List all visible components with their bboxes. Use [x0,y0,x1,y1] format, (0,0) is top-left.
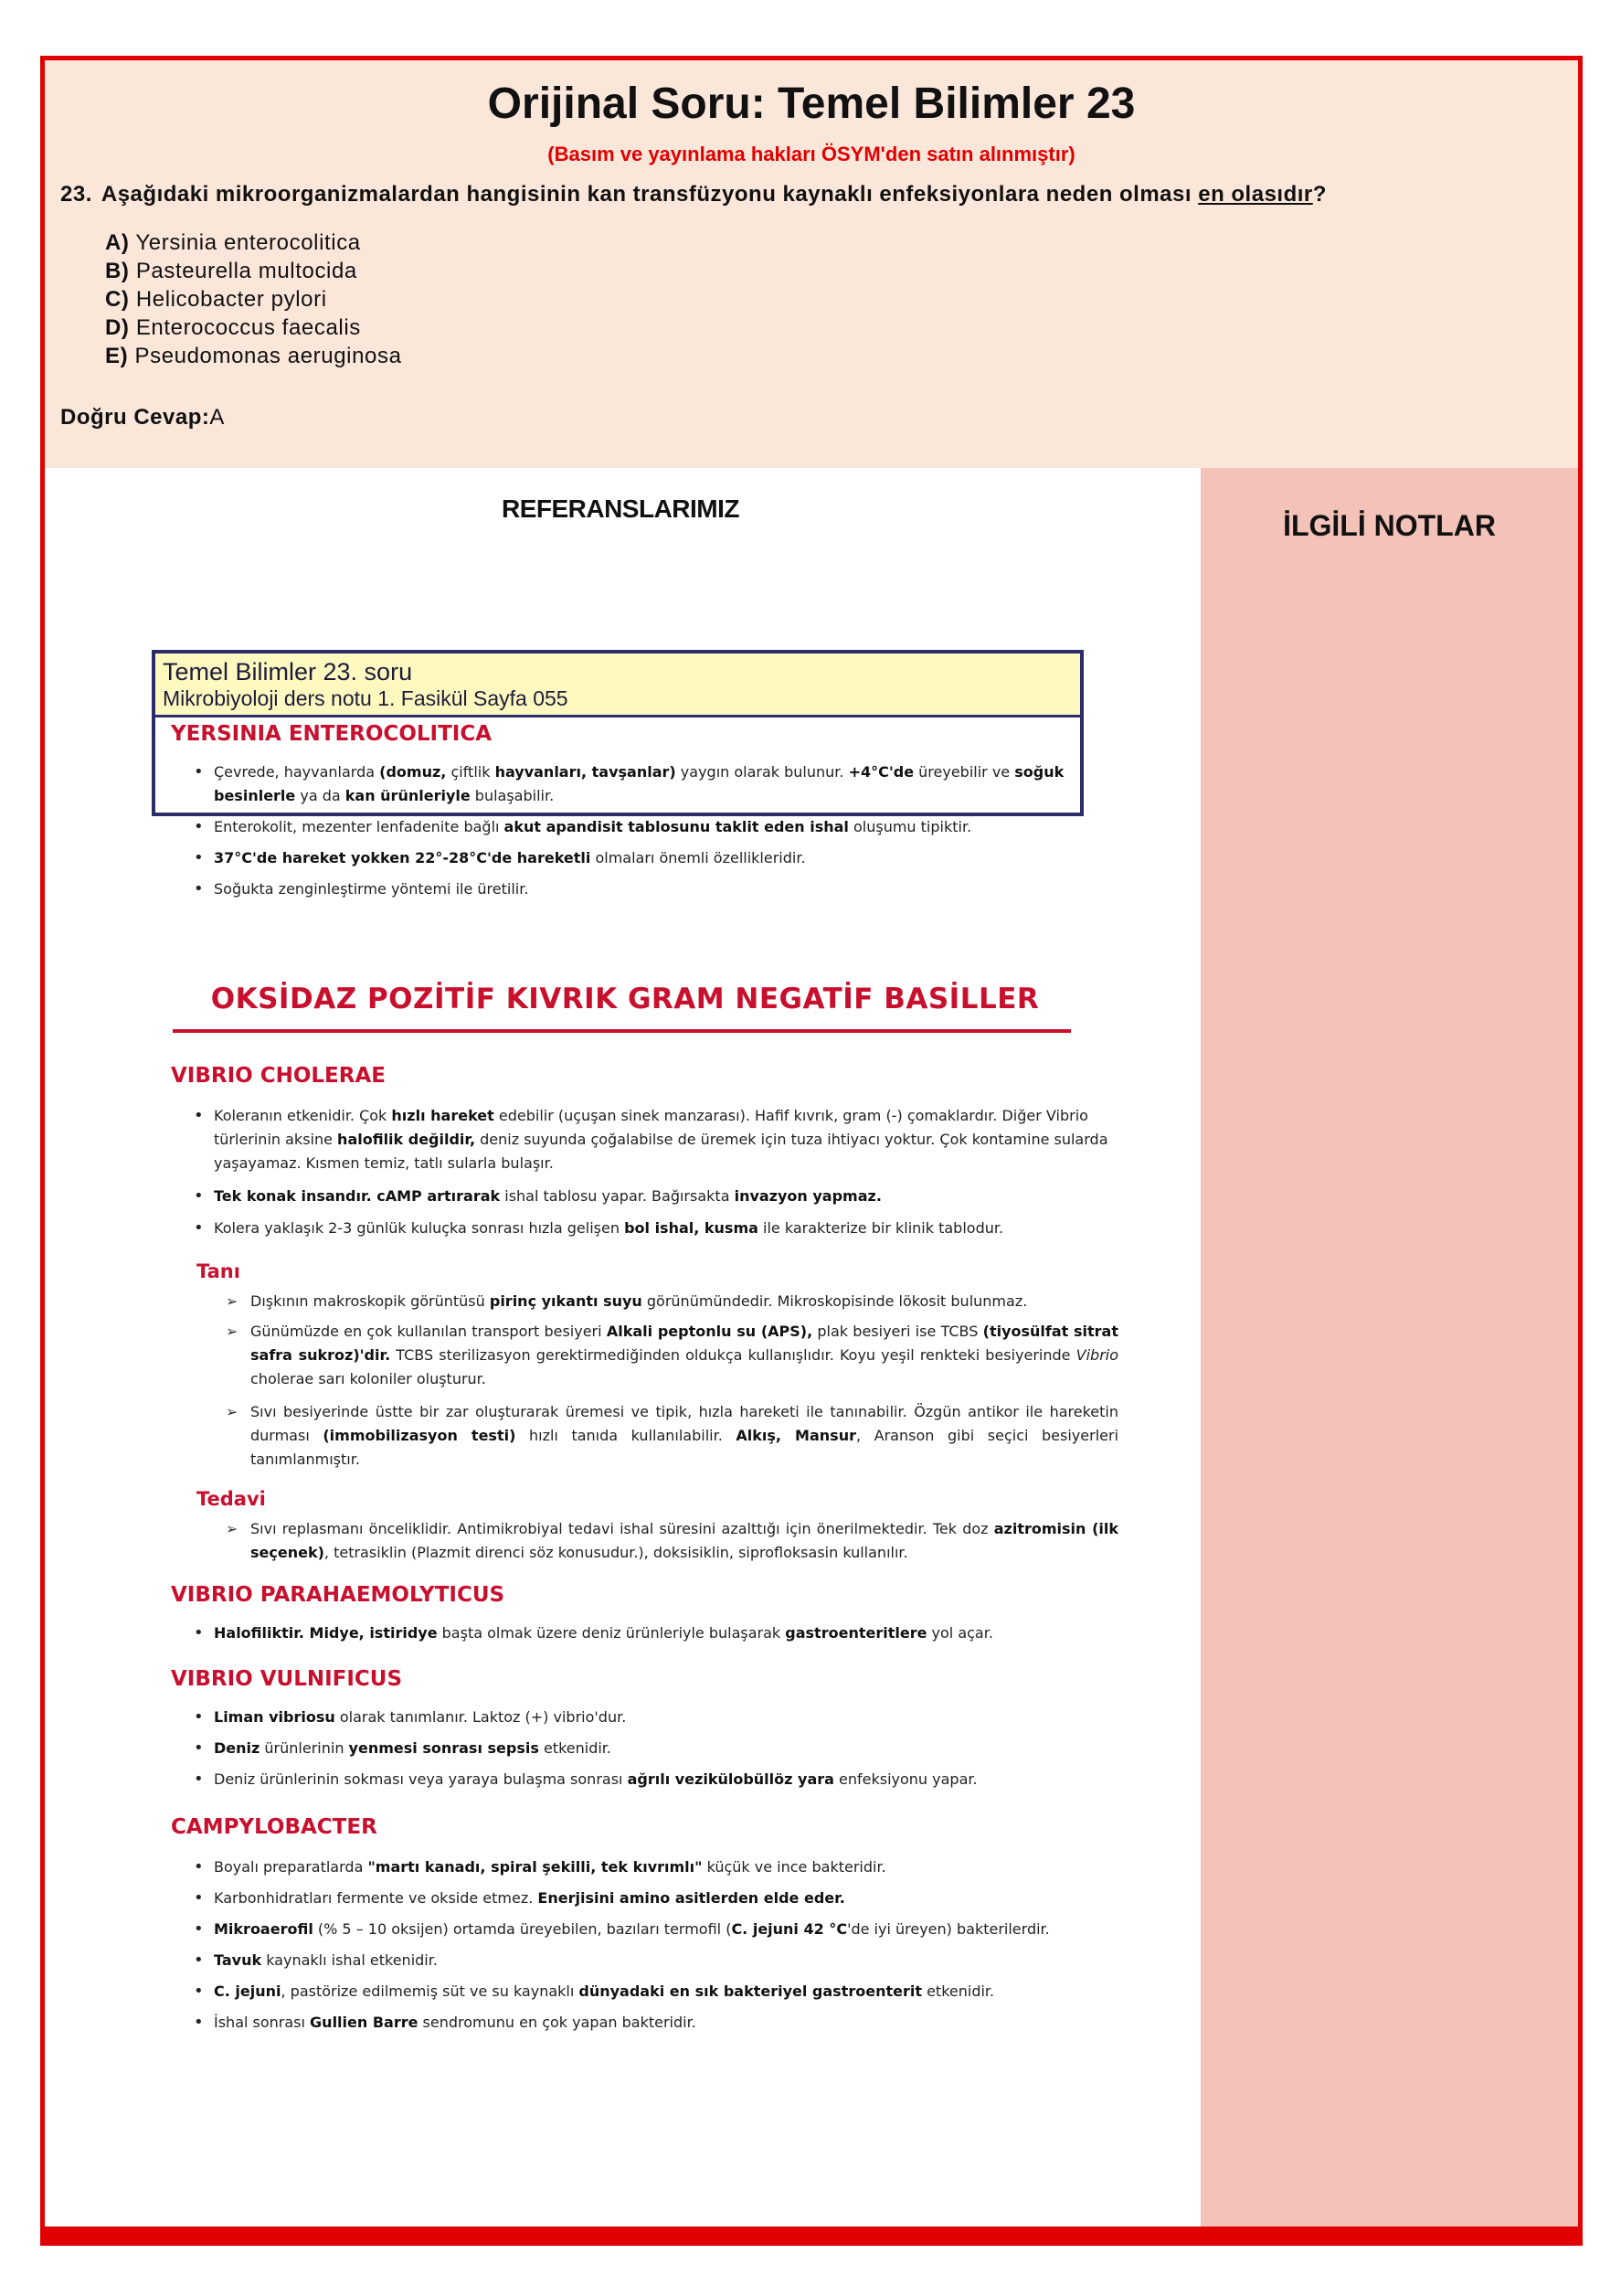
question-stem-text: Aşağıdaki mikroorganizmalardan hangisinin kan transfüzyonu kaynaklı enfeksiyonlara neden olması [101,182,1192,207]
correct-answer [60,405,224,430]
option-text: Pseudomonas aeruginosa [134,344,402,368]
list-item: • Soğukta zenginleştirme yöntemi ile üretilir. [214,877,1118,901]
question-number: 23. [60,182,92,207]
option-b [105,257,402,285]
question-emphasis: en olasıdır [1198,182,1313,207]
reference-source: Mikrobiyoloji ders notu 1. Fasikül Sayfa 055 [163,686,568,710]
list-item: • 37°C'de hareket yokken 22°-28°C'de hareketli olmaları önemli özellikleridir. [214,846,1118,870]
reference-title: Temel Bilimler 23. soru [163,658,413,686]
list-item: • Tavuk kaynaklı ishal etkenidir. [214,1949,1118,1972]
section-heading-campylobacter: CAMPYLOBACTER [171,1815,377,1839]
list-item: ➢ Sıvı besiyerinde üstte bir zar oluşturarak üremesi ve tipik, hızla hareketi ile tanınabilir. Özgün antikor ile hareketin durması (immobilizasyon testi) hızlı tanıda kullanılabilir. Alkış, Mansur, Aranson gibi seçici besiyerleri tanımlanmıştır. [250,1400,1118,1472]
question-panel [45,60,1578,468]
references-header: REFERANSLARIMIZ [501,494,740,523]
copyright-note: (Basım ve yayınlama hakları ÖSYM'den satın alınmıştır) [547,143,1075,165]
list-item: • Liman vibriosu olarak tanımlanır. Laktoz (+) vibrio'dur. [214,1706,1118,1729]
bottom-bar [45,2227,1578,2241]
notes-column [1201,468,1578,2236]
option-text: Yersinia enterocolitica [135,230,361,255]
subheading-tedavi: Tedavi [196,1488,266,1510]
section-heading-vibrio-parahaemolyticus: VIBRIO PARAHAEMOLYTICUS [171,1583,505,1607]
option-letter: C) [105,287,130,312]
list-item: • Deniz ürünlerinin sokması veya yaraya bulaşma sonrası ağrılı vezikülobüllöz yara enfeksiyonu yapar. [214,1768,1118,1791]
list-item: • Çevrede, hayvanlarda (domuz, çiftlik hayvanları, tavşanlar) yaygın olarak bulunur. +4°C'de üreyebilir ve soğuk besinlerle ya da kan ürünleriyle bulaşabilir. [214,760,1118,808]
subheading-tani: Tanı [196,1260,240,1282]
list-item: • İshal sonrası Gullien Barre sendromunu en çok yapan bakteridir. [214,2011,1118,2035]
list-item: ➢ Günümüzde en çok kullanılan transport besiyeri Alkali peptonlu su (APS), plak besiyeri ise TCBS (tiyosülfat sitrat safra sukroz)'dir. TCBS sterilizasyon gerektirmediğinden oldukça kullanışlıdır. Koyu yeşil renkteki besiyerinde Vibrio cholerae sarı koloniler oluşturur. [250,1320,1118,1391]
answer-options [105,229,402,370]
option-text: Helicobacter pylori [135,287,327,312]
option-letter: D) [105,315,130,340]
question-mark: ? [1312,182,1327,207]
reference-box-header [155,654,1080,718]
option-a [105,229,402,257]
question-stem [60,182,1559,207]
option-text: Enterococcus faecalis [135,315,361,340]
section-heading-vibrio-vulnificus: VIBRIO VULNIFICUS [171,1667,403,1691]
section-heading-vibrio-cholerae: VIBRIO CHOLERAE [171,1064,386,1088]
list-item: • Mikroaerofil (% 5 – 10 oksijen) ortamda üreyebilen, bazıları termofil (C. jejuni 42 °C'de iyi üreyen) bakterilerdir. [214,1918,1118,1941]
option-c [105,285,402,314]
list-item: • Kolera yaklaşık 2-3 günlük kuluçka sonrası hızla gelişen bol ishal, kusma ile karakterize bir klinik tablodur. [214,1217,1118,1240]
list-item: • Tek konak insandır. cAMP artırarak ishal tablosu yapar. Bağırsakta invazyon yapmaz. [214,1185,1118,1208]
list-item: • Karbonhidratları fermente ve okside etmez. Enerjisini amino asitlerden elde eder. [214,1887,1118,1910]
option-letter: B) [105,259,130,283]
notes-header: İLGİLİ NOTLAR [1283,509,1496,542]
option-d [105,314,402,342]
heading-rule [173,1029,1071,1033]
option-letter: E) [105,344,129,368]
option-e [105,342,402,370]
list-item: • C. jejuni, pastörize edilmemiş süt ve su kaynaklı dünyadaki en sık bakteriyel gastroenterit etkenidir. [214,1980,1118,2004]
list-item: • Enterokolit, mezenter lenfadenite bağlı akut apandisit tablosunu taklit eden ishal oluşumu tipiktir. [214,815,1118,839]
option-text: Pasteurella multocida [135,259,357,283]
list-item: ➢ Sıvı replasmanı önceliklidir. Antimikrobiyal tedavi ishal süresini azalttığı için önerilmektedir. Tek doz azitromisin (ilk seçenek), tetrasiklin (Plazmit direnci söz konusudur.), doksisiklin, siprofloksasin kullanılır. [250,1517,1118,1565]
list-item: • Boyalı preparatlarda "martı kanadı, spiral şekilli, tek kıvrımlı" küçük ve ince bakteridir. [214,1855,1118,1879]
list-item: ➢ Dışkının makroskopik görüntüsü pirinç yıkantı suyu görünümündedir. Mikroskopisinde lökosit bulunmaz. [250,1290,1118,1313]
page-frame [40,56,1583,2246]
list-item: • Deniz ürünlerinin yenmesi sonrası sepsis etkenidir. [214,1737,1118,1760]
option-letter: A) [105,230,130,255]
list-item: • Halofiliktir. Midye, istiridye başta olmak üzere deniz ürünleriyle bulaşarak gastroenteritlere yol açar. [214,1621,1118,1645]
page-title: Orijinal Soru: Temel Bilimler 23 [487,80,1136,128]
section-heading-oxidase: OKSİDAZ POZİTİF KIVRIK GRAM NEGATİF BASİLLER [210,983,1040,1015]
answer-label: Doğru Cevap: [60,405,210,430]
section-heading-yersinia: YERSINIA ENTEROCOLITICA [171,722,493,746]
list-item: • Koleranın etkenidir. Çok hızlı hareket edebilir (uçuşan sinek manzarası). Hafif kıvrık, gram (-) çomaklardır. Diğer Vibrio türlerinin aksine halofilik değildir, deniz suyunda çoğalabilse de üremek için tuza ihtiyacı yoktur. Çok kontamine sularda yaşayamaz. Kısmen temiz, tatlı sularla bulaşır. [214,1104,1118,1175]
answer-value: A [209,405,225,430]
